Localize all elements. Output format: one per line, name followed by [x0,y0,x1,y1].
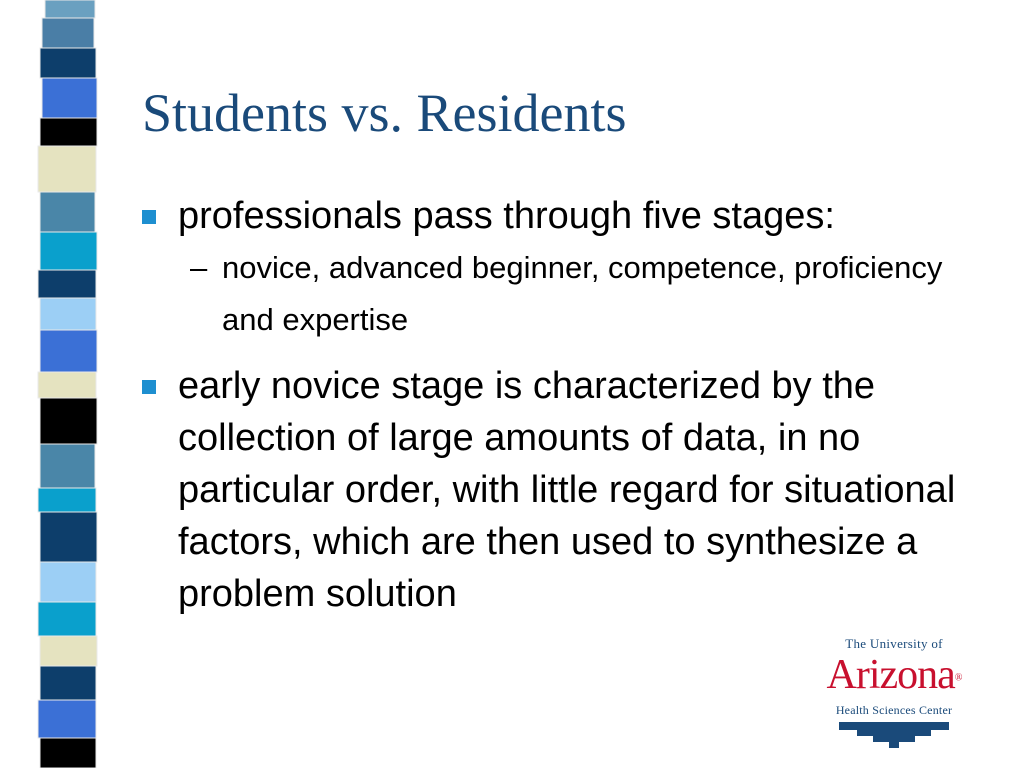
bullet-item [140,190,980,242]
sub-bullet-text: novice, advanced beginner, competence, proficiency and expertise [222,250,943,337]
dash-marker: – [190,250,208,285]
bullet-square-icon [142,380,156,394]
logo-wordmark [796,652,992,701]
bullet-text: professionals pass through five stages: [178,195,835,237]
bullet-square-icon [142,210,156,224]
registered-mark: ® [954,672,962,684]
bullet-item [140,360,980,620]
logo-stepped-base-icon [839,722,949,748]
decorative-side-strip [0,0,100,768]
university-logo [796,636,992,746]
logo-arizona-text: Arizona [826,652,955,698]
bullet-list [140,190,980,620]
logo-line-hsc: Health Sciences Center [835,703,953,718]
sub-bullet-item [190,242,980,346]
bullet-text: early novice stage is characterized by the collection of large amounts of data, in no particular order, with little regard for situational factors, which are then used to synthesize a problem solution [178,365,956,615]
slide-title: Students vs. Residents [142,83,627,143]
logo-line-university: The University of [845,636,943,651]
